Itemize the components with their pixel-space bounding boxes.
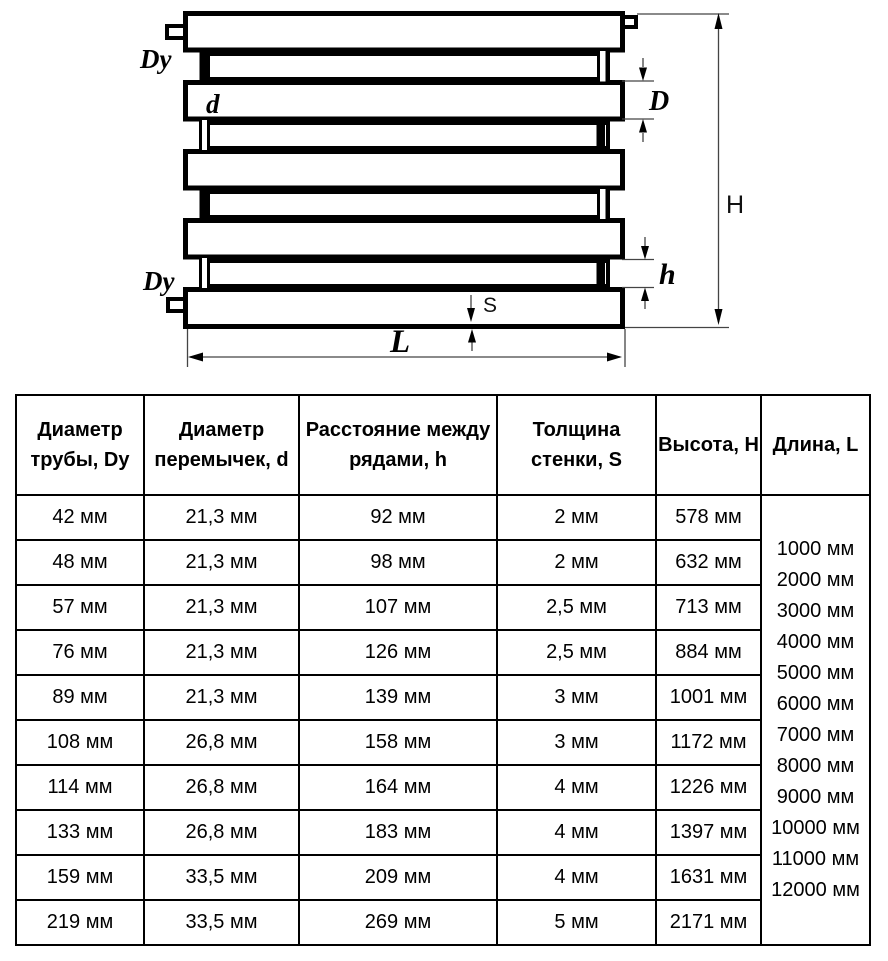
- cell-d: 21,3 мм: [144, 585, 299, 630]
- cell-d: 26,8 мм: [144, 720, 299, 765]
- length-value: 12000 мм: [771, 879, 860, 901]
- pipe-row: [186, 152, 623, 189]
- cell-height: 1397 мм: [656, 810, 761, 855]
- cell-height: 578 мм: [656, 495, 761, 540]
- dimensions-table: [15, 394, 871, 946]
- label-D: D: [649, 86, 670, 117]
- cell-h: 183 мм: [299, 810, 497, 855]
- pipe-row: [186, 14, 623, 51]
- jumper: [201, 118, 209, 152]
- col-header-wall-thickness: Толщина стенки, S: [497, 395, 656, 495]
- col-header-row-spacing: Расстояние между рядами, h: [299, 395, 497, 495]
- cell-dy: 159 мм: [16, 855, 144, 900]
- length-value: 10000 мм: [771, 817, 860, 839]
- label-d: d: [206, 89, 220, 119]
- jumper: [200, 48, 210, 84]
- cell-d: 33,5 мм: [144, 855, 299, 900]
- cell-dy: 76 мм: [16, 630, 144, 675]
- arrowhead: [641, 246, 649, 260]
- cell-h: 98 мм: [299, 540, 497, 585]
- table-row: [16, 900, 870, 945]
- label-dy-top: Dy: [140, 44, 172, 74]
- cell-s: 5 мм: [497, 900, 656, 945]
- cell-h: 92 мм: [299, 495, 497, 540]
- cell-s: 2,5 мм: [497, 630, 656, 675]
- cell-h: 107 мм: [299, 585, 497, 630]
- cell-s: 3 мм: [497, 675, 656, 720]
- length-value: 7000 мм: [776, 724, 855, 746]
- cell-s: 2 мм: [497, 540, 656, 585]
- cell-dy: 108 мм: [16, 720, 144, 765]
- table-row: [16, 765, 870, 810]
- cell-s: 3 мм: [497, 720, 656, 765]
- table-row: [16, 585, 870, 630]
- arrowhead: [641, 288, 649, 302]
- length-value: 11000 мм: [771, 848, 860, 870]
- header-row: [16, 395, 870, 495]
- col-header-height: Высота, H: [656, 395, 761, 495]
- cell-height: 1631 мм: [656, 855, 761, 900]
- dimension-H: [625, 13, 729, 328]
- table-row: [16, 630, 870, 675]
- cell-h: 209 мм: [299, 855, 497, 900]
- arrowhead: [468, 329, 476, 343]
- jumper: [599, 187, 608, 221]
- cell-d: 21,3 мм: [144, 675, 299, 720]
- cell-d: 21,3 мм: [144, 630, 299, 675]
- cell-d: 33,5 мм: [144, 900, 299, 945]
- label-H: H: [726, 191, 745, 219]
- col-header-jumper-diameter: Диаметр перемычек, d: [144, 395, 299, 495]
- cell-height: 2171 мм: [656, 900, 761, 945]
- cell-h: 126 мм: [299, 630, 497, 675]
- table-row: [16, 720, 870, 765]
- arrowhead: [715, 309, 723, 325]
- cell-dy: 133 мм: [16, 810, 144, 855]
- pipe-row: [186, 290, 623, 327]
- cell-height: 1226 мм: [656, 765, 761, 810]
- cell-height: 1172 мм: [656, 720, 761, 765]
- jumper: [599, 49, 608, 84]
- jumper: [597, 117, 606, 154]
- cell-d: 26,8 мм: [144, 810, 299, 855]
- cell-height: 713 мм: [656, 585, 761, 630]
- cell-height: 632 мм: [656, 540, 761, 585]
- arrowhead: [188, 353, 203, 362]
- col-header-length: Длина, L: [761, 395, 870, 495]
- length-value: 8000 мм: [776, 755, 855, 777]
- register-radiator-diagram: [0, 0, 888, 390]
- pipe-row: [208, 261, 608, 286]
- table-row: [16, 855, 870, 900]
- pipe-row: [208, 123, 608, 148]
- dimension-h: [622, 237, 654, 309]
- length-value: 6000 мм: [776, 693, 855, 715]
- jumper: [200, 186, 210, 222]
- length-value: 5000 мм: [776, 662, 855, 684]
- cell-dy: 219 мм: [16, 900, 144, 945]
- cell-dy: 114 мм: [16, 765, 144, 810]
- jumper: [201, 256, 209, 290]
- cell-height: 884 мм: [656, 630, 761, 675]
- cell-s: 2,5 мм: [497, 585, 656, 630]
- label-S: S: [483, 294, 498, 317]
- cell-dy: 48 мм: [16, 540, 144, 585]
- cell-s: 4 мм: [497, 765, 656, 810]
- length-value: 3000 мм: [776, 600, 855, 622]
- cell-s: 2 мм: [497, 495, 656, 540]
- cell-d: 26,8 мм: [144, 765, 299, 810]
- cell-h: 269 мм: [299, 900, 497, 945]
- table-row: [16, 675, 870, 720]
- arrowhead: [607, 353, 622, 362]
- table-row: [16, 810, 870, 855]
- cell-height: 1001 мм: [656, 675, 761, 720]
- length-value: 4000 мм: [776, 631, 855, 653]
- length-value: 1000 мм: [776, 538, 855, 560]
- cell-h: 164 мм: [299, 765, 497, 810]
- arrowhead: [715, 13, 723, 29]
- table-row: [16, 495, 870, 540]
- length-value: 2000 мм: [776, 569, 855, 591]
- cell-length-merged: [761, 495, 870, 945]
- label-dy-bottom: Dy: [143, 266, 175, 296]
- pipe-row: [208, 192, 608, 217]
- pipe-row: [186, 83, 623, 120]
- arrowhead: [639, 119, 647, 133]
- jumper: [597, 255, 606, 291]
- table-row: [16, 540, 870, 585]
- arrowhead: [639, 68, 647, 82]
- cell-h: 139 мм: [299, 675, 497, 720]
- col-header-pipe-diameter: Диаметр трубы, Dy: [16, 395, 144, 495]
- cell-s: 4 мм: [497, 810, 656, 855]
- length-value: 9000 мм: [776, 786, 855, 808]
- pipe-row: [208, 54, 608, 79]
- pipe-row: [186, 221, 623, 258]
- cell-h: 158 мм: [299, 720, 497, 765]
- cell-dy: 57 мм: [16, 585, 144, 630]
- cell-dy: 89 мм: [16, 675, 144, 720]
- cell-d: 21,3 мм: [144, 495, 299, 540]
- label-L: L: [390, 324, 411, 360]
- label-h: h: [659, 258, 676, 291]
- cell-dy: 42 мм: [16, 495, 144, 540]
- cell-d: 21,3 мм: [144, 540, 299, 585]
- cell-s: 4 мм: [497, 855, 656, 900]
